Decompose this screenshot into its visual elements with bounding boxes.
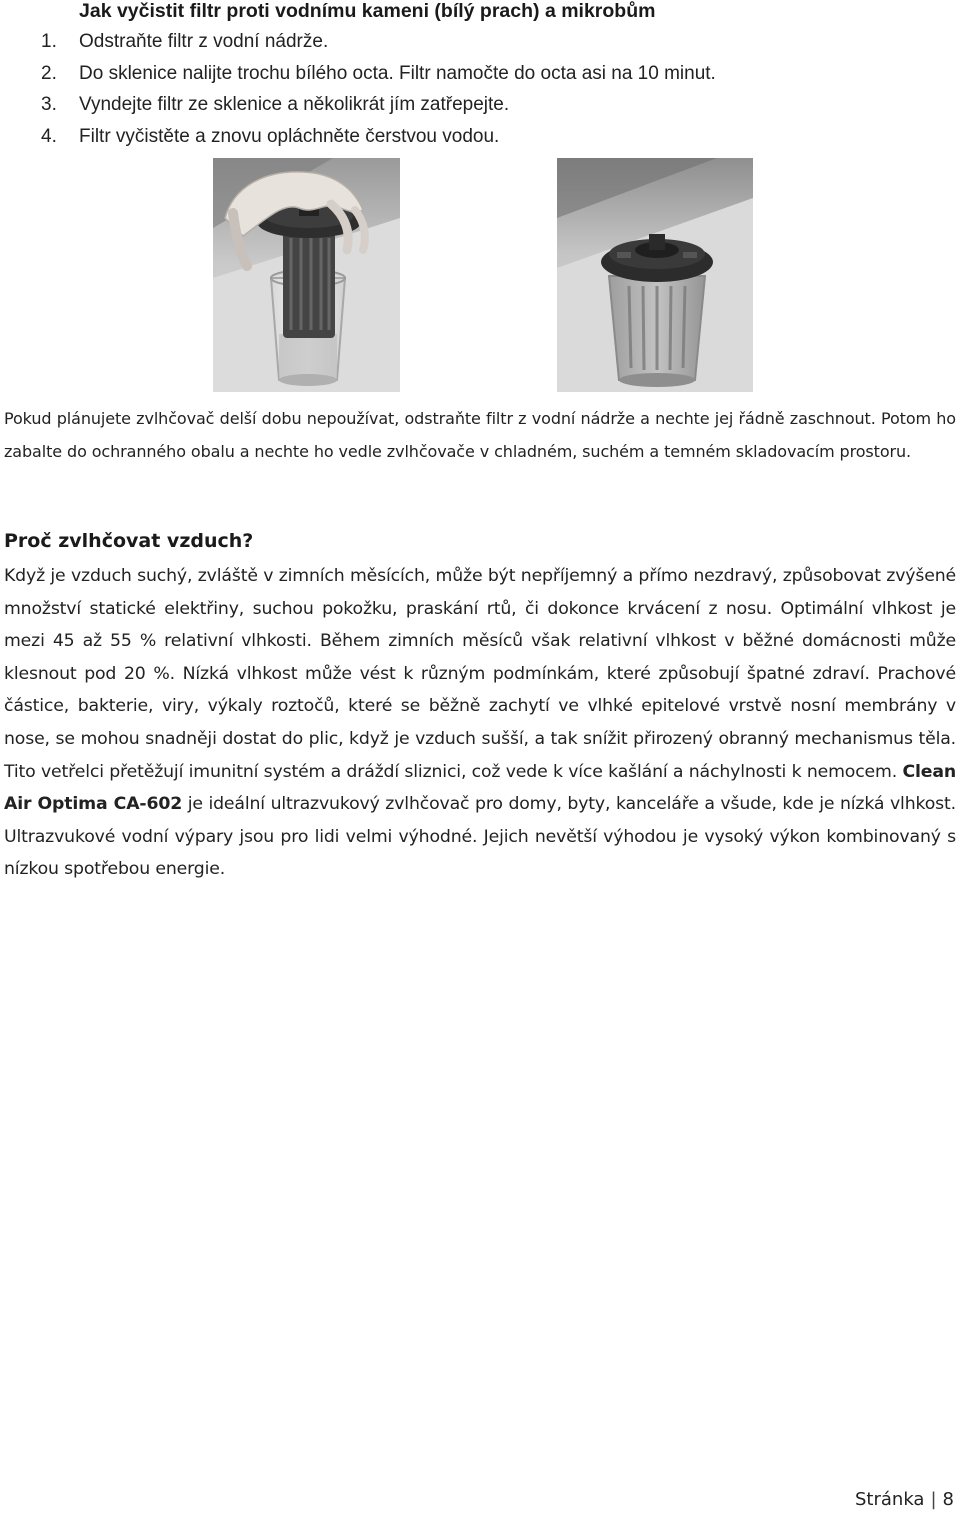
- list-item: [41, 125, 716, 157]
- step-number: 4.: [41, 125, 57, 147]
- step-number: 2.: [41, 62, 57, 84]
- filter-cleaning-heading: Jak vyčistit filtr proti vodnímu kameni (bílý prach) a mikrobům: [79, 0, 656, 22]
- step-text: Odstraňte filtr z vodní nádrže.: [79, 31, 329, 52]
- paragraph-text-after: je ideální ultrazvukový zvlhčovač pro domy, byty, kanceláře a všude, kde je nízká vlhkost. Ultrazvukové vodní výpary jsou pro lidi velmi výhodné. Jejich nevětší výhodou je vysoký výkon kombinovaný s nízkou spotřebou energie.: [4, 794, 956, 880]
- list-item: [41, 62, 716, 94]
- humidify-paragraph: [4, 560, 956, 886]
- step-text: Do sklenice nalijte trochu bílého octa. Filtr namočte do octa asi na 10 minut.: [79, 62, 716, 84]
- footer-separator: |: [930, 1489, 937, 1510]
- list-item: [41, 30, 716, 62]
- product-name: Clean Air Optima CA-602: [4, 761, 956, 815]
- section-title: Proč zvlhčovat vzduch?: [4, 530, 254, 552]
- step-number: 3.: [41, 94, 57, 115]
- cleaning-steps-list: [41, 30, 716, 156]
- storage-paragraph: Pokud plánujete zvlhčovač delší dobu nepoužívat, odstraňte filtr z vodní nádrže a nechte jej řádně zaschnout. Potom ho zabalte do ochranného obalu a nechte ho vedle zvlhčovače v chladném, suchém a temném skladovacím prostoru.: [4, 409, 956, 461]
- paragraph-text-before: Když je vzduch suchý, zvláště v zimních měsících, může být nepříjemný a přímo nezdravý, způsobovat zvýšené množství statické elektřiny, suchou pokožku, praskání rtů, či dokonce krvácení z nosu. Optimální vlhkost je mezi 45 až 55 % relativní vlhkosti. Během zimních měsíců však relativní vlhkost v běžné domácnosti může klesnout pod 20 %. Nízká vlhkost může vést k různým podmínkám, které způsobují špatné zdraví. Prachové částice, bakterie, viry, výkaly roztočů, které se běžně zachytí ve vlhké epitelové vrstvě nosní membrány v nose, se mohou snadněji dostat do plic, když je vzduch sušší, a tak snížit přirozený obranný mechanismus těla. Tito vetřelci přetěžují imunitní systém a dráždí sliznici, což vede k více kašlání a náchylnosti k nemocem.: [4, 566, 956, 782]
- photo-filter-into-glass: [213, 158, 400, 392]
- step-number: 1.: [41, 31, 57, 52]
- page-number: 8: [942, 1489, 954, 1510]
- footer-label: Stránka: [855, 1489, 925, 1510]
- step-text: Vyndejte filtr ze sklenice a několikrát jím zatřepejte.: [79, 94, 510, 115]
- list-item: [41, 93, 716, 125]
- photo-filter-soaking: [557, 158, 753, 392]
- page-footer: [855, 1488, 954, 1512]
- step-text: Filtr vyčistěte a znovu opláchněte čerstvou vodou.: [79, 125, 500, 147]
